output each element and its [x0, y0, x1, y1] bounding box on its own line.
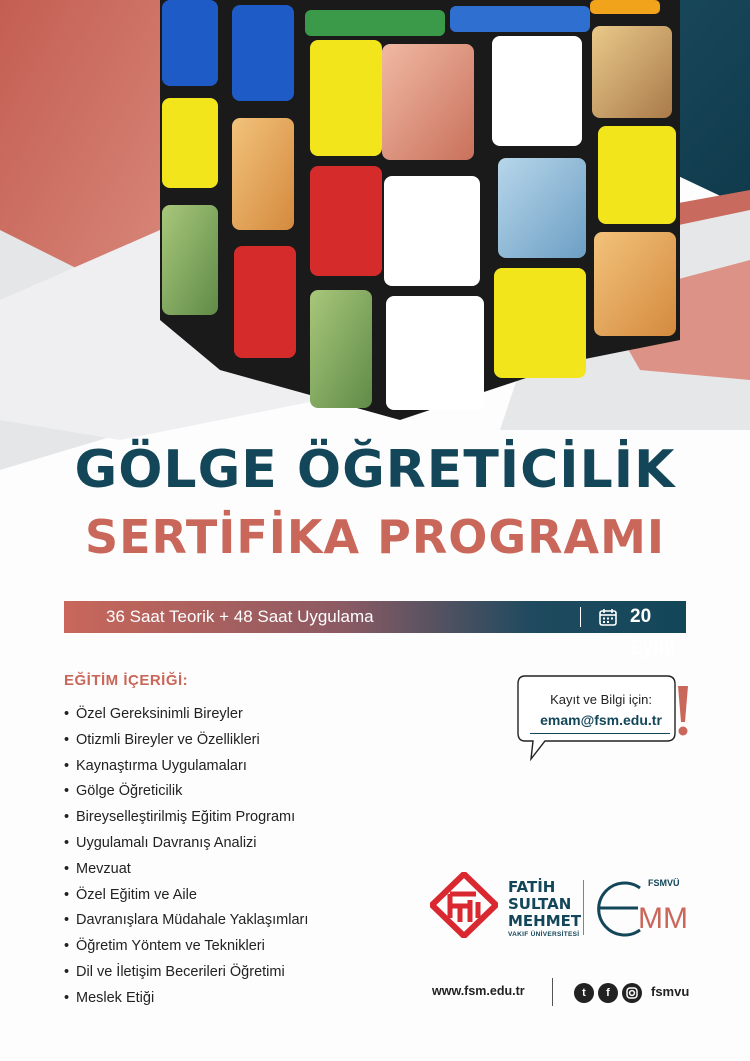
list-item: • Özel Eğitim ve Aile [64, 886, 197, 903]
contact-email[interactable]: emam@fsm.edu.tr [540, 712, 662, 728]
list-item: • Otizmli Bireyler ve Özellikleri [64, 731, 260, 748]
rubik-cube-image [150, 0, 690, 420]
fsm-logo-icon [430, 872, 498, 938]
content-heading: EĞİTİM İÇERİĞİ: [64, 672, 189, 689]
emm-logo-icon [592, 870, 692, 940]
fsm-logo-text: FATİH SULTAN MEHMET [508, 878, 582, 930]
list-item: • Dil ve İletişim Becerileri Öğretimi [64, 963, 285, 980]
facebook-icon[interactable]: f [598, 983, 618, 1003]
list-item: • Bireyselleştirilmiş Eğitim Programı [64, 809, 296, 826]
list-item: • Kaynaştırma Uygulamaları [64, 757, 247, 774]
start-date: 20 Eylül [630, 606, 676, 659]
title-line-2: SERTİFİKA PROGRAMI [84, 510, 666, 564]
instagram-icon[interactable] [622, 983, 642, 1003]
info-bar-divider [580, 607, 581, 627]
svg-text:MM: MM [638, 902, 688, 935]
title-line-1: GÖLGE ÖĞRETİCİLİK [74, 440, 676, 500]
exclamation-icon [676, 686, 690, 738]
calendar-icon [598, 607, 618, 627]
website-link[interactable]: www.fsm.edu.tr [432, 984, 525, 998]
list-item: • Gölge Öğreticilik [64, 783, 183, 800]
twitter-icon[interactable]: t [574, 983, 594, 1003]
program-hours: 36 Saat Teorik + 48 Saat Uygulama [106, 607, 374, 626]
footer-divider [552, 978, 553, 1006]
list-item: • Özel Gereksinimli Bireyler [64, 706, 243, 722]
list-item: • Davranışlara Müdahale Yaklaşımları [64, 912, 309, 929]
list-item: • Mevzuat [64, 860, 131, 877]
contact-label: Kayıt ve Bilgi için: [550, 692, 652, 707]
list-item: • Öğretim Yöntem ve Teknikleri [64, 938, 265, 955]
list-item: • Meslek Etiği [64, 989, 155, 1006]
logo-divider [583, 880, 584, 935]
email-underline [530, 733, 670, 734]
info-bar [64, 601, 686, 659]
list-item: • Uygulamalı Davranış Analizi [64, 834, 257, 851]
topics-list [64, 702, 308, 1012]
svg-text:FSMVÜ: FSMVÜ [648, 878, 680, 888]
fsm-logo-subtitle: VAKIF ÜNİVERSİTESİ [508, 931, 580, 938]
social-handle[interactable]: fsmvu [651, 984, 690, 999]
